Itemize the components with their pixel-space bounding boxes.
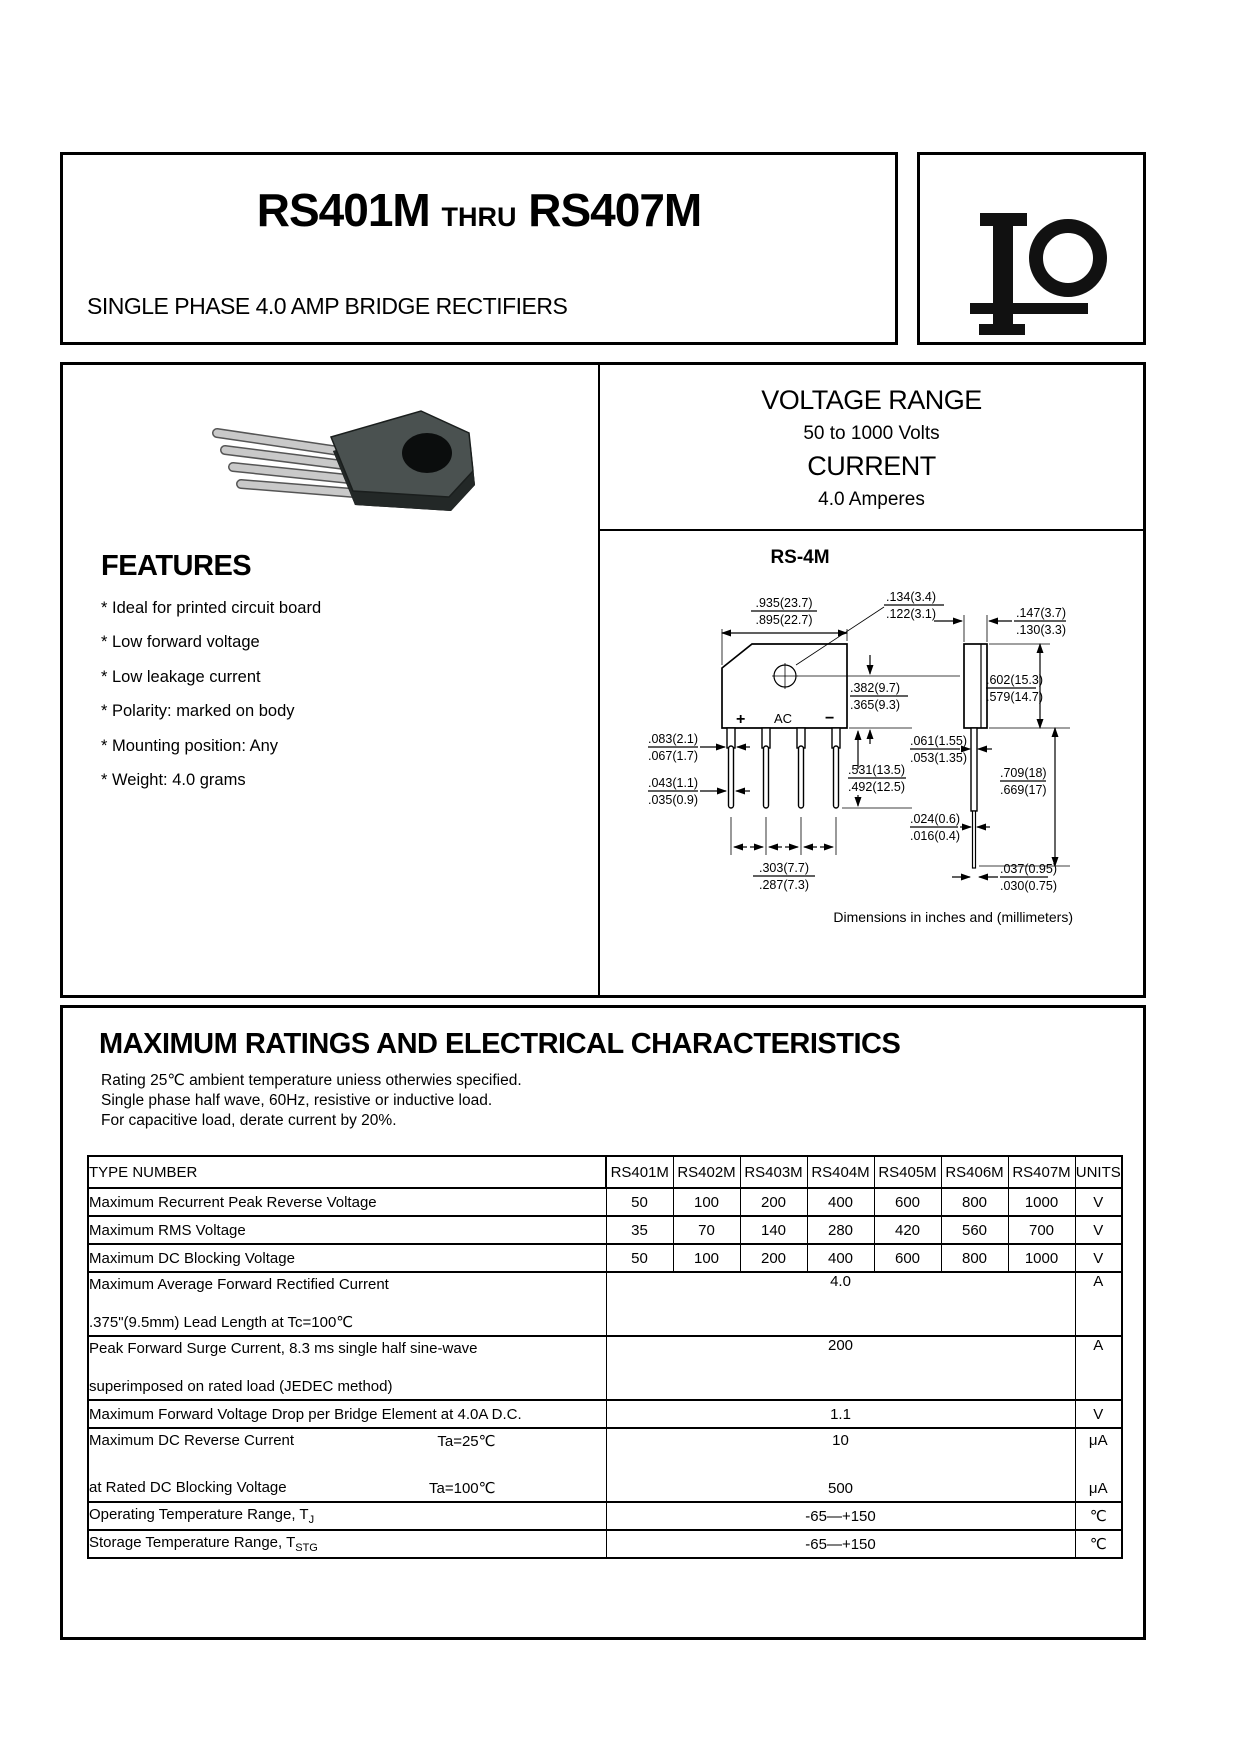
dim-hole-bottom: .122(3.1)	[886, 607, 937, 621]
param-cell: Maximum Forward Voltage Drop per Bridge Element at 4.0A D.C.	[88, 1400, 606, 1428]
note-line: Single phase half wave, 60Hz, resistive or inductive load.	[101, 1092, 493, 1110]
package-photo-icon	[203, 399, 493, 524]
param-cell	[88, 1272, 606, 1336]
condition-text: Ta=100℃	[429, 1480, 496, 1498]
feature-item: * Polarity: marked on body	[101, 702, 295, 720]
feature-item: * Ideal for printed circuit board	[101, 598, 322, 617]
unit-text: μA	[1088, 1480, 1108, 1498]
value-cell: 50	[606, 1188, 673, 1216]
type-number-header: TYPE NUMBER	[88, 1156, 606, 1188]
unit-cell: V	[1075, 1216, 1122, 1244]
param-cell	[88, 1428, 606, 1502]
package-name: RS-4M	[770, 547, 830, 568]
column-header: RS407M	[1008, 1156, 1075, 1188]
dim-lead-pitch-bottom: .287(7.3)	[758, 878, 810, 892]
voltage-range-label: VOLTAGE RANGE	[761, 385, 982, 415]
value-cell: 700	[1008, 1216, 1075, 1244]
param-cell: Maximum Recurrent Peak Reverse Voltage	[88, 1188, 606, 1216]
value-text: 10	[832, 1432, 849, 1450]
dim-lead-root-width-bottom: .067(1.7)	[648, 749, 699, 763]
value-cell: 600	[874, 1188, 941, 1216]
value-cell: 400	[807, 1244, 874, 1272]
unit-cell: V	[1075, 1400, 1122, 1428]
dim-lead-thickness-bottom: .053(1.35)	[910, 751, 967, 765]
param-text: at Rated DC Blocking Voltage	[89, 1479, 287, 1497]
title-suffix: RS407M	[528, 184, 702, 236]
column-header: RS404M	[807, 1156, 874, 1188]
table-row	[88, 1216, 1122, 1244]
param-cell	[88, 1336, 606, 1400]
table-row	[88, 1188, 1122, 1216]
param-text: Operating Temperature Range, T	[89, 1506, 309, 1524]
unit-cell: V	[1075, 1244, 1122, 1272]
note-line: Rating 25℃ ambient temperature uniess otherwies specified.	[101, 1072, 522, 1089]
value-cell: 560	[941, 1216, 1008, 1244]
value-cell: 140	[740, 1216, 807, 1244]
dim-hole-top: .134(3.4)	[886, 590, 937, 604]
value-cell: -65—+150	[606, 1502, 1075, 1530]
unit-cell	[1075, 1428, 1122, 1502]
ratings-notes	[101, 1071, 1143, 1131]
dim-body-height-bottom: .579(14.7)	[986, 690, 1043, 704]
mechanical-drawing	[600, 571, 1143, 907]
features-heading: FEATURES	[101, 550, 252, 582]
value-cell: 4.0	[606, 1272, 1075, 1336]
mechanical-drawing-svg	[600, 571, 1143, 907]
terminal-minus-label: −	[825, 710, 835, 727]
unit-cell: ℃	[1075, 1530, 1122, 1558]
param-cell: Maximum RMS Voltage	[88, 1216, 606, 1244]
dim-lead-root-width-top: .083(2.1)	[648, 732, 699, 746]
dim-lead-tip-thickness-top: .024(0.6)	[910, 812, 961, 826]
dim-body-height-top: .602(15.3)	[986, 673, 1043, 687]
param-line	[89, 1479, 606, 1497]
page-title	[63, 155, 895, 237]
dim-lead-tip-width-top: .043(1.1)	[648, 776, 699, 790]
logo-box	[917, 152, 1146, 345]
value-cell: 100	[673, 1188, 740, 1216]
value-cell: 400	[807, 1188, 874, 1216]
dimensions-footnote: Dimensions in inches and (millimeters)	[833, 909, 1073, 925]
value-cell: 280	[807, 1216, 874, 1244]
column-header: RS406M	[941, 1156, 1008, 1188]
dim-lead-tip-width-bottom: .035(0.9)	[648, 793, 699, 807]
dim-lead-thickness-top: .061(1.55)	[910, 734, 967, 748]
unit-text: μA	[1088, 1432, 1108, 1450]
feature-item: * Low leakage current	[101, 667, 261, 686]
current-label: CURRENT	[807, 451, 936, 481]
value-cell: 800	[941, 1244, 1008, 1272]
feature-item: * Weight: 4.0 grams	[101, 771, 246, 789]
value-cell: -65—+150	[606, 1530, 1075, 1558]
value-cell: 1000	[1008, 1244, 1075, 1272]
features-list	[101, 599, 598, 791]
info-box	[60, 362, 1146, 998]
value-text: 500	[827, 1480, 854, 1498]
dim-lead-tip-thickness-bottom: .016(0.4)	[910, 829, 961, 843]
table-row	[88, 1336, 1122, 1400]
current-value: 4.0 Amperes	[818, 489, 925, 510]
value-cell: 420	[874, 1216, 941, 1244]
value-cell: 200	[740, 1188, 807, 1216]
value-cell: 800	[941, 1188, 1008, 1216]
table-row	[88, 1244, 1122, 1272]
value-cell: 70	[673, 1216, 740, 1244]
ratings-heading: MAXIMUM RATINGS AND ELECTRICAL CHARACTERISTICS	[99, 1028, 901, 1060]
param-line	[89, 1432, 606, 1450]
unit-cell: A	[1075, 1272, 1122, 1336]
spec-diagram-pane	[600, 365, 1143, 995]
unit-cell: A	[1075, 1336, 1122, 1400]
feature-item: * Low forward voltage	[101, 633, 260, 651]
value-cell: 100	[673, 1244, 740, 1272]
param-subscript: STG	[295, 1542, 318, 1555]
column-header: RS403M	[740, 1156, 807, 1188]
param-line: .375"(9.5mm) Lead Length at Tc=100℃	[89, 1314, 354, 1332]
note-line: For capacitive load, derate current by 20%.	[101, 1112, 397, 1130]
param-line: superimposed on rated load (JEDEC method)	[89, 1378, 393, 1396]
value-cell: 50	[606, 1244, 673, 1272]
value-cell	[606, 1428, 1075, 1502]
param-text: Storage Temperature Range, T	[89, 1534, 296, 1552]
features-pane	[63, 365, 600, 995]
unit-cell: ℃	[1075, 1502, 1122, 1530]
page-subtitle: SINGLE PHASE 4.0 AMP BRIDGE RECTIFIERS	[87, 293, 568, 319]
param-line: Maximum Average Forward Rectified Current	[89, 1276, 389, 1294]
dim-hole-to-bottom-bottom: .365(9.3)	[850, 698, 901, 712]
param-line: Peak Forward Surge Current, 8.3 ms single half sine-wave	[89, 1340, 478, 1358]
value-cell: 1000	[1008, 1188, 1075, 1216]
side-view-group	[910, 606, 1070, 893]
voltage-range-value: 50 to 1000 Volts	[803, 423, 940, 444]
dim-body-thickness-bottom: .130(3.3)	[1016, 623, 1067, 637]
value-cell: 1.1	[606, 1400, 1075, 1428]
dim-lead-bottom-thickness-top: .037(0.95)	[1000, 862, 1057, 876]
ratings-table	[87, 1155, 1123, 1559]
table-header-row	[88, 1156, 1122, 1188]
terminal-plus-label: +	[736, 711, 746, 728]
param-cell	[88, 1530, 606, 1558]
dim-body-width-bottom: .895(22.7)	[755, 613, 813, 627]
value-cell: 600	[874, 1244, 941, 1272]
dim-lead-bottom-thickness-bottom: .030(0.75)	[1000, 879, 1057, 893]
dim-body-thickness-top: .147(3.7)	[1016, 606, 1067, 620]
brand-logo-io-icon	[920, 155, 1143, 342]
param-subscript: J	[308, 1514, 315, 1527]
units-header: UNITS	[1075, 1156, 1122, 1188]
condition-text: Ta=25℃	[437, 1433, 496, 1451]
column-header: RS405M	[874, 1156, 941, 1188]
dim-lead-length-front-top: .531(13.5)	[848, 763, 905, 777]
dim-body-width-top: .935(23.7)	[755, 596, 813, 610]
value-cell: 200	[740, 1244, 807, 1272]
title-box	[60, 152, 898, 345]
feature-item: * Mounting position: Any	[101, 736, 279, 755]
table-row	[88, 1272, 1122, 1336]
table-row	[88, 1530, 1122, 1558]
value-cell: 200	[606, 1336, 1075, 1400]
dim-lead-pitch-top: .303(7.7)	[758, 861, 810, 875]
param-text: Maximum DC Reverse Current	[89, 1432, 295, 1450]
title-thru: THRU	[441, 202, 517, 232]
ratings-box	[60, 1005, 1146, 1640]
value-cell: 35	[606, 1216, 673, 1244]
table-row	[88, 1400, 1122, 1428]
param-cell: Maximum DC Blocking Voltage	[88, 1244, 606, 1272]
dim-lead-length-front-bottom: .492(12.5)	[848, 780, 905, 794]
dim-lead-length-side-top: .709(18)	[1000, 766, 1047, 780]
terminal-ac-label: AC	[774, 711, 793, 726]
dim-lead-length-side-bottom: .669(17)	[1000, 783, 1047, 797]
column-header: RS402M	[673, 1156, 740, 1188]
table-row	[88, 1502, 1122, 1530]
unit-cell: V	[1075, 1188, 1122, 1216]
dim-hole-to-bottom-top: .382(9.7)	[850, 681, 901, 695]
title-prefix: RS401M	[256, 184, 430, 236]
param-cell	[88, 1502, 606, 1530]
spec-block	[600, 365, 1143, 531]
table-row	[88, 1428, 1122, 1502]
column-header: RS401M	[606, 1156, 673, 1188]
